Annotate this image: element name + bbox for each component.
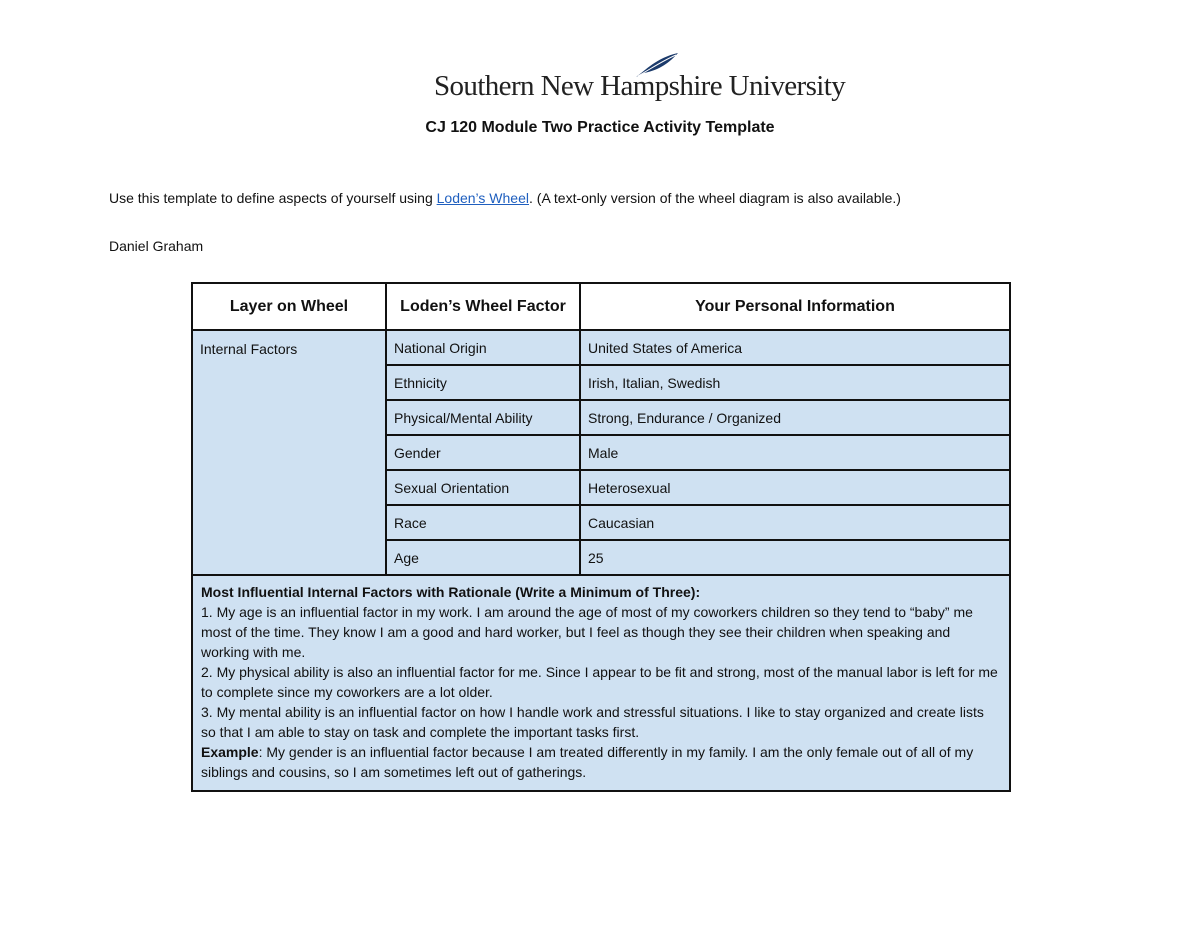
example-label: Example — [201, 744, 259, 760]
info-cell: 25 — [580, 540, 1010, 575]
rationale-item-1: 1. My age is an influential factor in my work. I am around the age of most of my coworkers children so they tend to “baby” me most of the time. They know I am a good and hard worker, but I feel as though they see their children when speaking and working with me. — [201, 604, 973, 660]
info-cell: Irish, Italian, Swedish — [580, 365, 1010, 400]
factor-cell: Sexual Orientation — [386, 470, 580, 505]
header-personal-info: Your Personal Information — [580, 283, 1010, 330]
intro-paragraph — [109, 190, 901, 206]
author-name: Daniel Graham — [109, 238, 204, 254]
university-logo — [434, 52, 846, 107]
info-cell: Heterosexual — [580, 470, 1010, 505]
example-text: : My gender is an influential factor because I am treated differently in my family. I am the only female out of all of my siblings and cousins, so I am sometimes left out of gatherings. — [201, 744, 974, 780]
lodens-wheel-table — [191, 282, 1011, 792]
rationale-item-3: 3. My mental ability is an influential factor on how I handle work and stressful situations. I like to stay organized and create lists so that I am able to stay on task and complete the important tasks first. — [201, 704, 984, 740]
factor-cell: Age — [386, 540, 580, 575]
info-cell: Male — [580, 435, 1010, 470]
table-row — [192, 330, 1010, 365]
lodens-wheel-link[interactable]: Loden’s Wheel — [436, 190, 529, 206]
rationale-heading: Most Influential Internal Factors with Rationale (Write a Minimum of Three): — [201, 584, 701, 600]
layer-cell: Internal Factors — [192, 330, 386, 575]
document-title: CJ 120 Module Two Practice Activity Template — [425, 119, 775, 136]
info-cell: Caucasian — [580, 505, 1010, 540]
rationale-item-2: 2. My physical ability is also an influential factor for me. Since I appear to be fit and strong, most of the manual labor is left for me to complete since my coworkers are a lot older. — [201, 664, 998, 700]
info-cell: United States of America — [580, 330, 1010, 365]
rationale-cell — [192, 575, 1010, 791]
rationale-row — [192, 575, 1010, 791]
info-cell: Strong, Endurance / Organized — [580, 400, 1010, 435]
rationale-example — [201, 742, 1001, 782]
factor-cell: Race — [386, 505, 580, 540]
logo-wordmark: Southern New Hampshire University — [434, 70, 846, 102]
header-layer: Layer on Wheel — [192, 283, 386, 330]
factor-cell: Ethnicity — [386, 365, 580, 400]
intro-text-suffix: . (A text-only version of the wheel diagram is also available.) — [529, 190, 901, 206]
intro-text: Use this template to define aspects of yourself using — [109, 190, 437, 206]
factor-cell: National Origin — [386, 330, 580, 365]
factor-cell: Physical/Mental Ability — [386, 400, 580, 435]
header-factor: Loden’s Wheel Factor — [386, 283, 580, 330]
factor-cell: Gender — [386, 435, 580, 470]
table-header-row — [192, 283, 1010, 330]
